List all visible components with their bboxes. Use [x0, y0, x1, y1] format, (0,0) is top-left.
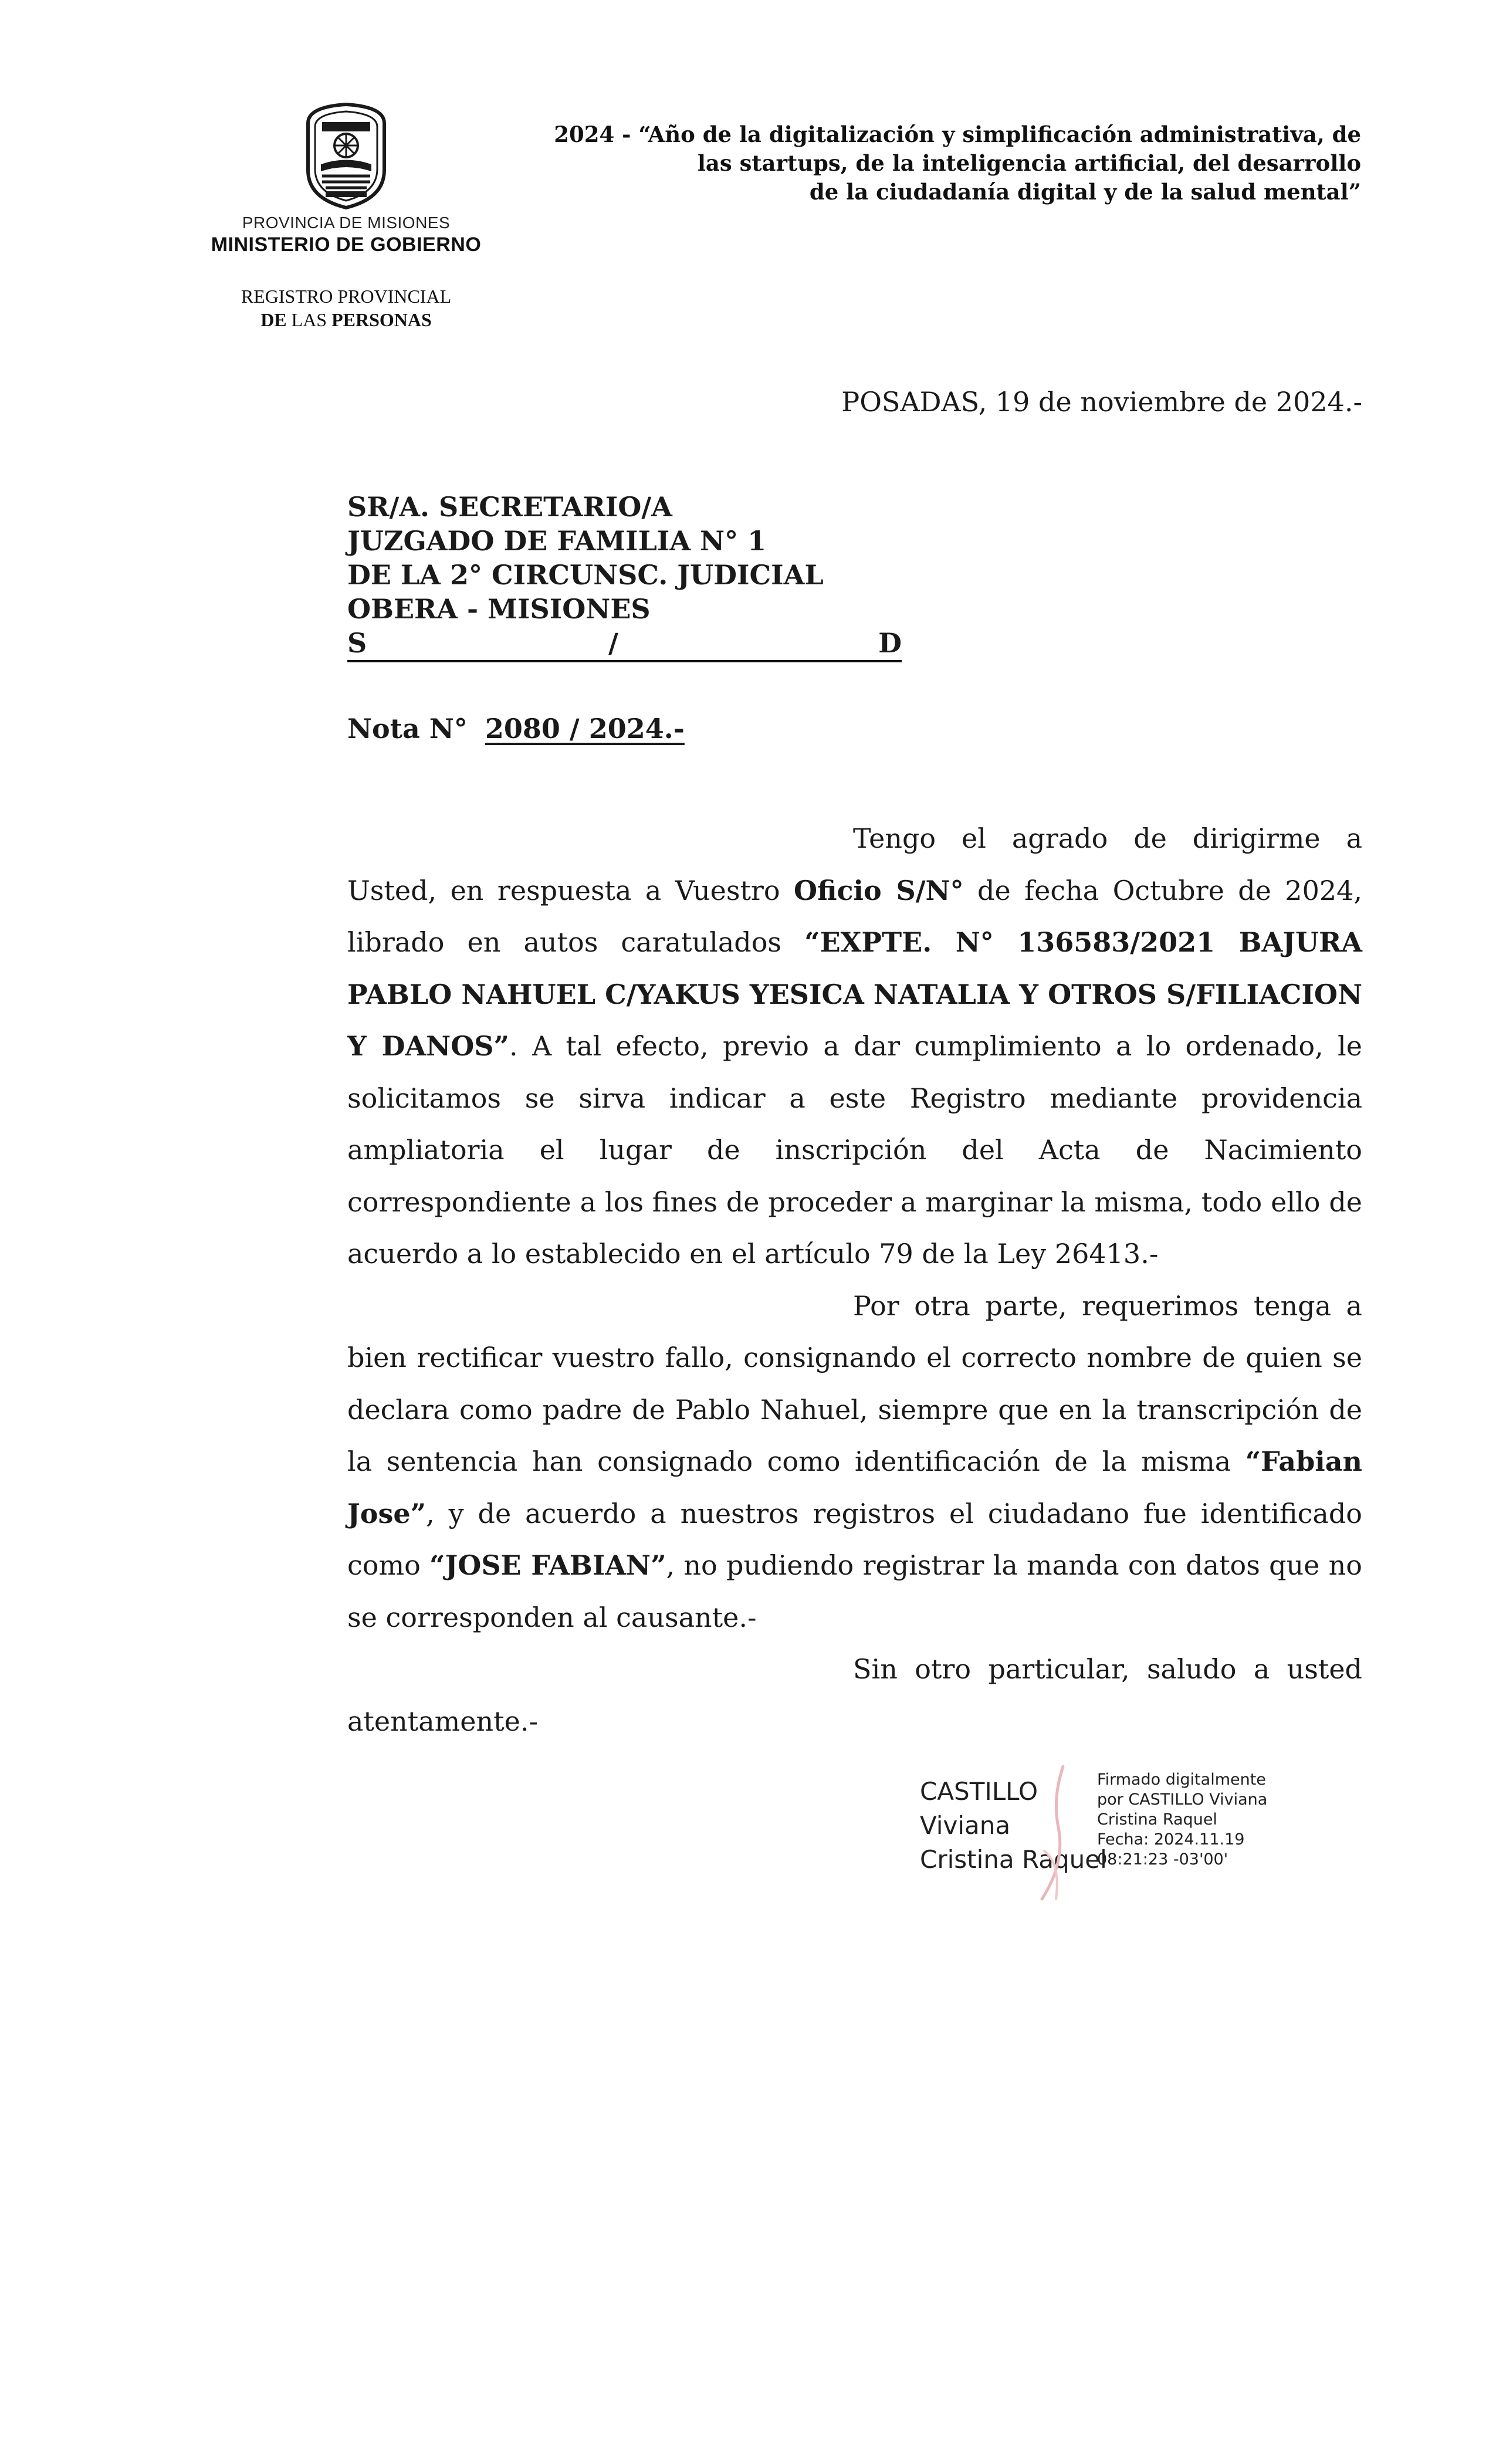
case-title: “EXPTE. N° 136583/2021 BAJURA PABLO NAHUEL C/YAKUS YESICA NATALIA Y OTROS S/FILIACION Y DANOS”	[347, 926, 1363, 1062]
sd-d: D	[878, 627, 902, 659]
motto-line-2: las startups, de la inteligencia artificial, del desarrollo	[697, 150, 1361, 176]
recipient-location: OBERA - MISIONES	[347, 593, 651, 625]
sd-slash: /	[608, 627, 618, 659]
registry-label	[199, 285, 493, 331]
paragraph-2: Por otra parte, requerimos tenga a bien rectificar vuestro fallo, consignando el correcto nombre de quien se declara como padre de Pablo Nahuel, siempre que en la transcripción de la sentencia han consignado como identificación de la misma “Fabian Jose”, y de acuerdo a nuestros registros el ciudadano fue identificado como “JOSE FABIAN”, no pudiendo registrar la manda con datos que no se corresponden al causante.-	[347, 1289, 1362, 1633]
ministry-logo	[199, 100, 493, 256]
digital-signature-mark-icon	[1027, 1763, 1079, 1904]
note-number-value: 2080 / 2024.-	[485, 713, 685, 744]
year-motto	[481, 120, 1361, 207]
org-ministry-label: MINISTERIO DE GOBIERNO	[211, 233, 482, 256]
oficio-ref: Oficio S/N°	[794, 874, 964, 906]
signature-details: Firmado digitalmente por CASTILLO Viviana Cristina Raquel Fecha: 2024.11.19 08:21:23 -03'00'	[1097, 1771, 1268, 1869]
registry-line-2: DE LAS PERSONAS	[260, 309, 432, 330]
provincial-seal-icon	[296, 100, 396, 211]
note-label: Nota N°	[347, 713, 468, 744]
name-jose-fabian: “JOSE FABIAN”	[429, 1549, 666, 1581]
note-number	[347, 711, 685, 746]
document-date: POSADAS, 19 de noviembre de 2024.-	[841, 386, 1362, 418]
name-fabian-jose: “Fabian Jose”	[347, 1446, 1362, 1529]
letter-body	[347, 813, 1362, 1747]
registry-line-1: REGISTRO PROVINCIAL	[241, 286, 452, 307]
sd-line	[347, 626, 902, 662]
recipient-block	[347, 490, 993, 662]
org-province-label: PROVINCIA DE MISIONES	[242, 214, 451, 232]
recipient-title: SR/A. SECRETARIO/A	[347, 491, 672, 523]
motto-line-3: de la ciudadanía digital y de la salud mental”	[809, 179, 1361, 205]
paragraph-3: Sin otro particular, saludo a usted atentamente.-	[347, 1653, 1362, 1737]
sd-s: S	[347, 627, 367, 659]
motto-line-1: 2024 - “Año de la digitalización y simplificación administrativa, de	[554, 121, 1361, 147]
recipient-circumscription: DE LA 2° CIRCUNSC. JUDICIAL	[347, 559, 824, 591]
signer-name: CASTILLO Viviana Cristina Raquel	[920, 1777, 1107, 1874]
paragraph-1: Tengo el agrado de dirigirme a Usted, en respuesta a Vuestro Oficio S/N° de fecha Octubre de 2024, librado en autos caratulados “EXPTE. N° 136583/2021 BAJURA PABLO NAHUEL C/YAKUS YESICA NATALIA Y OTROS S/FILIACION Y DANOS”. A tal efecto, previo a dar cumplimiento a lo ordenado, le solicitamos se sirva indicar a este Registro mediante providencia ampliatoria el lugar de inscripción del Acta de Nacimiento correspondiente a los fines de proceder a marginar la misma, todo ello de acuerdo a lo establecido en el artículo 79 de la Ley 26413.-	[347, 823, 1363, 1270]
recipient-court: JUZGADO DE FAMILIA N° 1	[347, 525, 767, 557]
